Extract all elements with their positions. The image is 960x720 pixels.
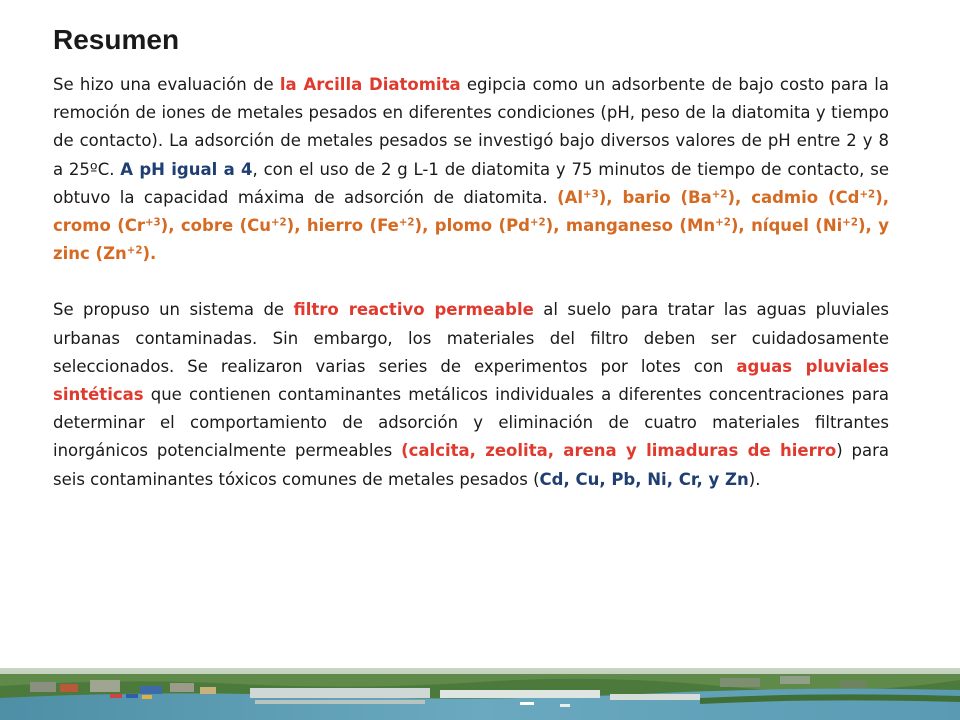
aerial-canal-photo-icon: [0, 668, 960, 720]
metal-item: bario $(Ba^{+2})$,: [622, 187, 752, 207]
p2-highlight-metals: Cd, Cu, Pb, Ni, Cr, y Zn: [539, 469, 749, 489]
metal-item: cadmio $(Cd^{+2})$,: [751, 187, 889, 207]
metal-item: hierro $(Fe^{+2})$,: [306, 216, 435, 236]
paragraph-filter: [53, 296, 889, 493]
paragraph-diatomite: [53, 71, 889, 268]
p2-text-5: ).: [748, 469, 761, 489]
metal-item: manganeso $(Mn^{+2})$,: [565, 216, 752, 236]
metal-item: plomo $(Pd^{+2})$,: [434, 216, 566, 236]
footer-aerial-photo: [0, 668, 960, 720]
p2-highlight-filter: filtro reactivo permeable: [293, 300, 534, 320]
p2-highlight-materials: (calcita, zeolita, arena y limaduras de hierro: [401, 441, 837, 461]
summary-body: [53, 71, 889, 494]
p2-text-2: al suelo para tratar las aguas pluviales urbanas contaminadas. Sin embargo, los materiales del filtro deben ser cuidadosamente seleccionados. Se realizaron varias series de experimentos por lotes con: [53, 300, 889, 376]
p1-highlight-ph: A pH igual a 4: [120, 159, 253, 179]
p1-highlight-diatomite: la Arcilla Diatomita: [279, 75, 461, 94]
metal-item: cobre $(Cu^{+2})$,: [180, 216, 307, 236]
p1-text-3: , con el uso de 2 g L-1 de diatomita y 75 minutos de tiempo de contacto, se obtuvo la capacidad máxima de adsorción de diatomita.: [53, 159, 889, 207]
p1-text-1: Se hizo una evaluación de: [53, 75, 280, 94]
metal-item: $(Al^{+3})$,: [557, 187, 623, 207]
p1-text-2: egipcia como un adsorbente de bajo costo para la remoción de iones de metales pesados en diferentes condiciones (pH, peso de la diatomita y tiempo de contacto). La adsorción de metales pesados se investigó bajo diversos valores de pH entre 2 y 8 a 25ºC.: [53, 75, 890, 179]
slide-title: Resumen: [53, 24, 180, 55]
metal-item: y zinc $(Zn^{+2})$.: [53, 216, 889, 264]
p2-text-1: Se propuso un sistema de: [53, 300, 294, 320]
metal-item: níquel $(Ni^{+2})$,: [751, 216, 879, 236]
p2-highlight-synthetic-water: aguas pluviales sintéticas: [53, 356, 889, 405]
p2-text-3: que contienen contaminantes metálicos individuales a diferentes concentraciones para determinar el comportamiento de adsorción y eliminación de cuatro materiales filtrantes inorgánicos potencialmente permeables: [53, 385, 889, 461]
metal-item: cromo $(Cr^{+3})$,: [53, 216, 181, 236]
p2-text-4: ) para seis contaminantes tóxicos comunes de metales pesados (: [53, 441, 889, 489]
